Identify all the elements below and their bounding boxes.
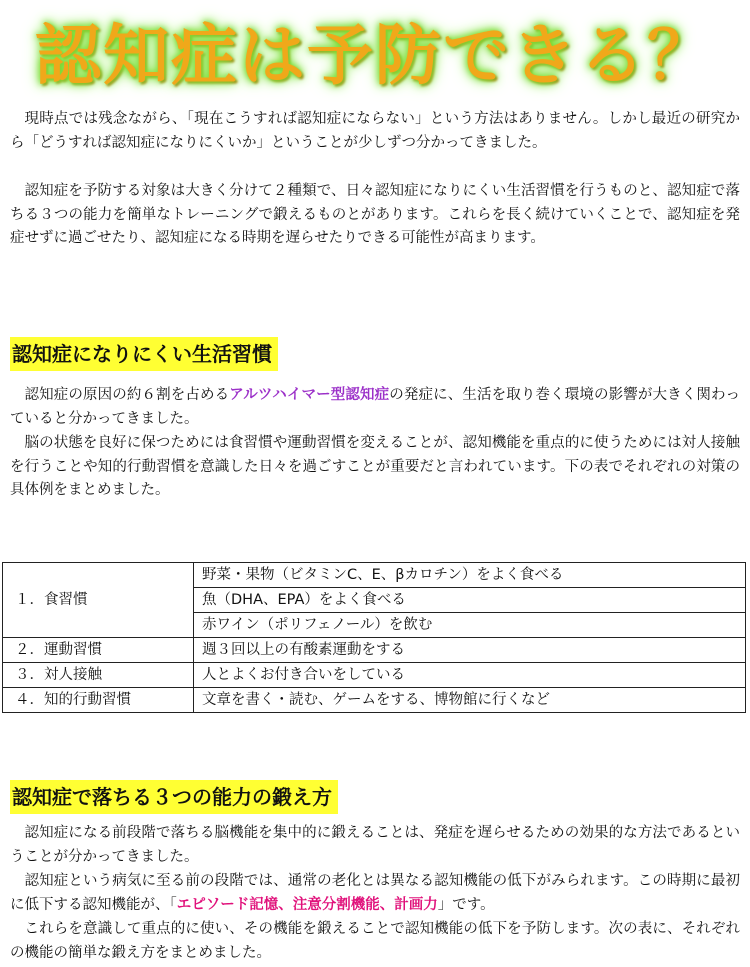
text: 」です。 <box>437 896 495 913</box>
category-cell: ３．対人接触 <box>3 663 194 688</box>
table-row <box>3 663 746 688</box>
item-cell: 人とよくお付き合いをしている <box>194 663 746 688</box>
section-heading-lifestyle: 認知症になりにくい生活習慣 <box>10 337 278 371</box>
category-cell: ２．運動習慣 <box>3 638 194 663</box>
page-title: 認知症は予防できる？ <box>35 17 715 94</box>
item-cell: 文章を書く・読む、ゲームをする、博物館に行くなど <box>194 688 746 713</box>
text: 認知症の原因の約６割を占める <box>24 387 230 403</box>
table-row <box>3 638 746 663</box>
table-row <box>3 563 746 588</box>
section2-paragraph-1: 認知症になる前段階で落ちる脳機能を集中的に鍛えることは、発症を遅らせるための効果的な方法であるということが分かってきました。 <box>10 825 740 865</box>
cognitive-functions-highlight: エピソード記憶、注意分割機能、計画力 <box>176 896 438 913</box>
table-row <box>3 688 746 713</box>
item-cell: 赤ワイン（ポリフェノール）を飲む <box>194 613 746 638</box>
lifestyle-table <box>2 562 746 713</box>
section2-paragraph-3: これらを意識して重点的に使い、その機能を鍛えることで認知機能の低下を予防します。次の表に、それぞれの機能の簡単な鍛え方をまとめました。 <box>10 921 740 961</box>
item-cell: 野菜・果物（ビタミンC、E、βカロチン）をよく食べる <box>194 563 746 588</box>
item-cell: 週３回以上の有酸素運動をする <box>194 638 746 663</box>
category-cell: ４．知的行動習慣 <box>3 688 194 713</box>
intro-paragraph-1: 現時点では残念ながら、「現在こうすれば認知症にならない」という方法はありません。しかし最近の研究から「どうすれば認知症になりにくいか」ということが少しずつ分かってきました。 <box>10 111 740 151</box>
intro-paragraph-2: 認知症を予防する対象は大きく分けて２種類で、日々認知症になりにくい生活習慣を行うものと、認知症で落ちる３つの能力を簡単なトレーニングで鍛えるものとがあります。これらを長く続けていくことで、認知症を発症せずに過ごせたり、認知症になる時期を遅らせたりできる可能性が高まります。 <box>10 183 740 246</box>
section1-paragraph-1 <box>10 384 740 431</box>
section-heading-abilities: 認知症で落ちる３つの能力の鍛え方 <box>10 780 338 814</box>
section2-paragraph-2 <box>10 870 740 917</box>
text: の発症に、生活を取り巻く環境の影響が大きく関わっていると分かってきました。 <box>10 387 740 427</box>
item-cell: 魚（DHA、EPA）をよく食べる <box>194 588 746 613</box>
text: 認知症という病気に至る前の段階では、通常の老化とは異なる認知機能の低下がみられます。この時期に最初に低下する認知機能が、「 <box>10 873 740 913</box>
section1-paragraph-2: 脳の状態を良好に保つためには食習慣や運動習慣を変えることが、認知機能を重点的に使うためには対人接触を行うことや知的行動習慣を意識した日々を過ごすことが重要だと言われています。下の表でそれぞれの対策の具体例をまとめました。 <box>10 435 740 498</box>
alzheimer-highlight: アルツハイマー型認知症 <box>229 387 390 403</box>
category-cell: １．食習慣 <box>3 563 194 638</box>
